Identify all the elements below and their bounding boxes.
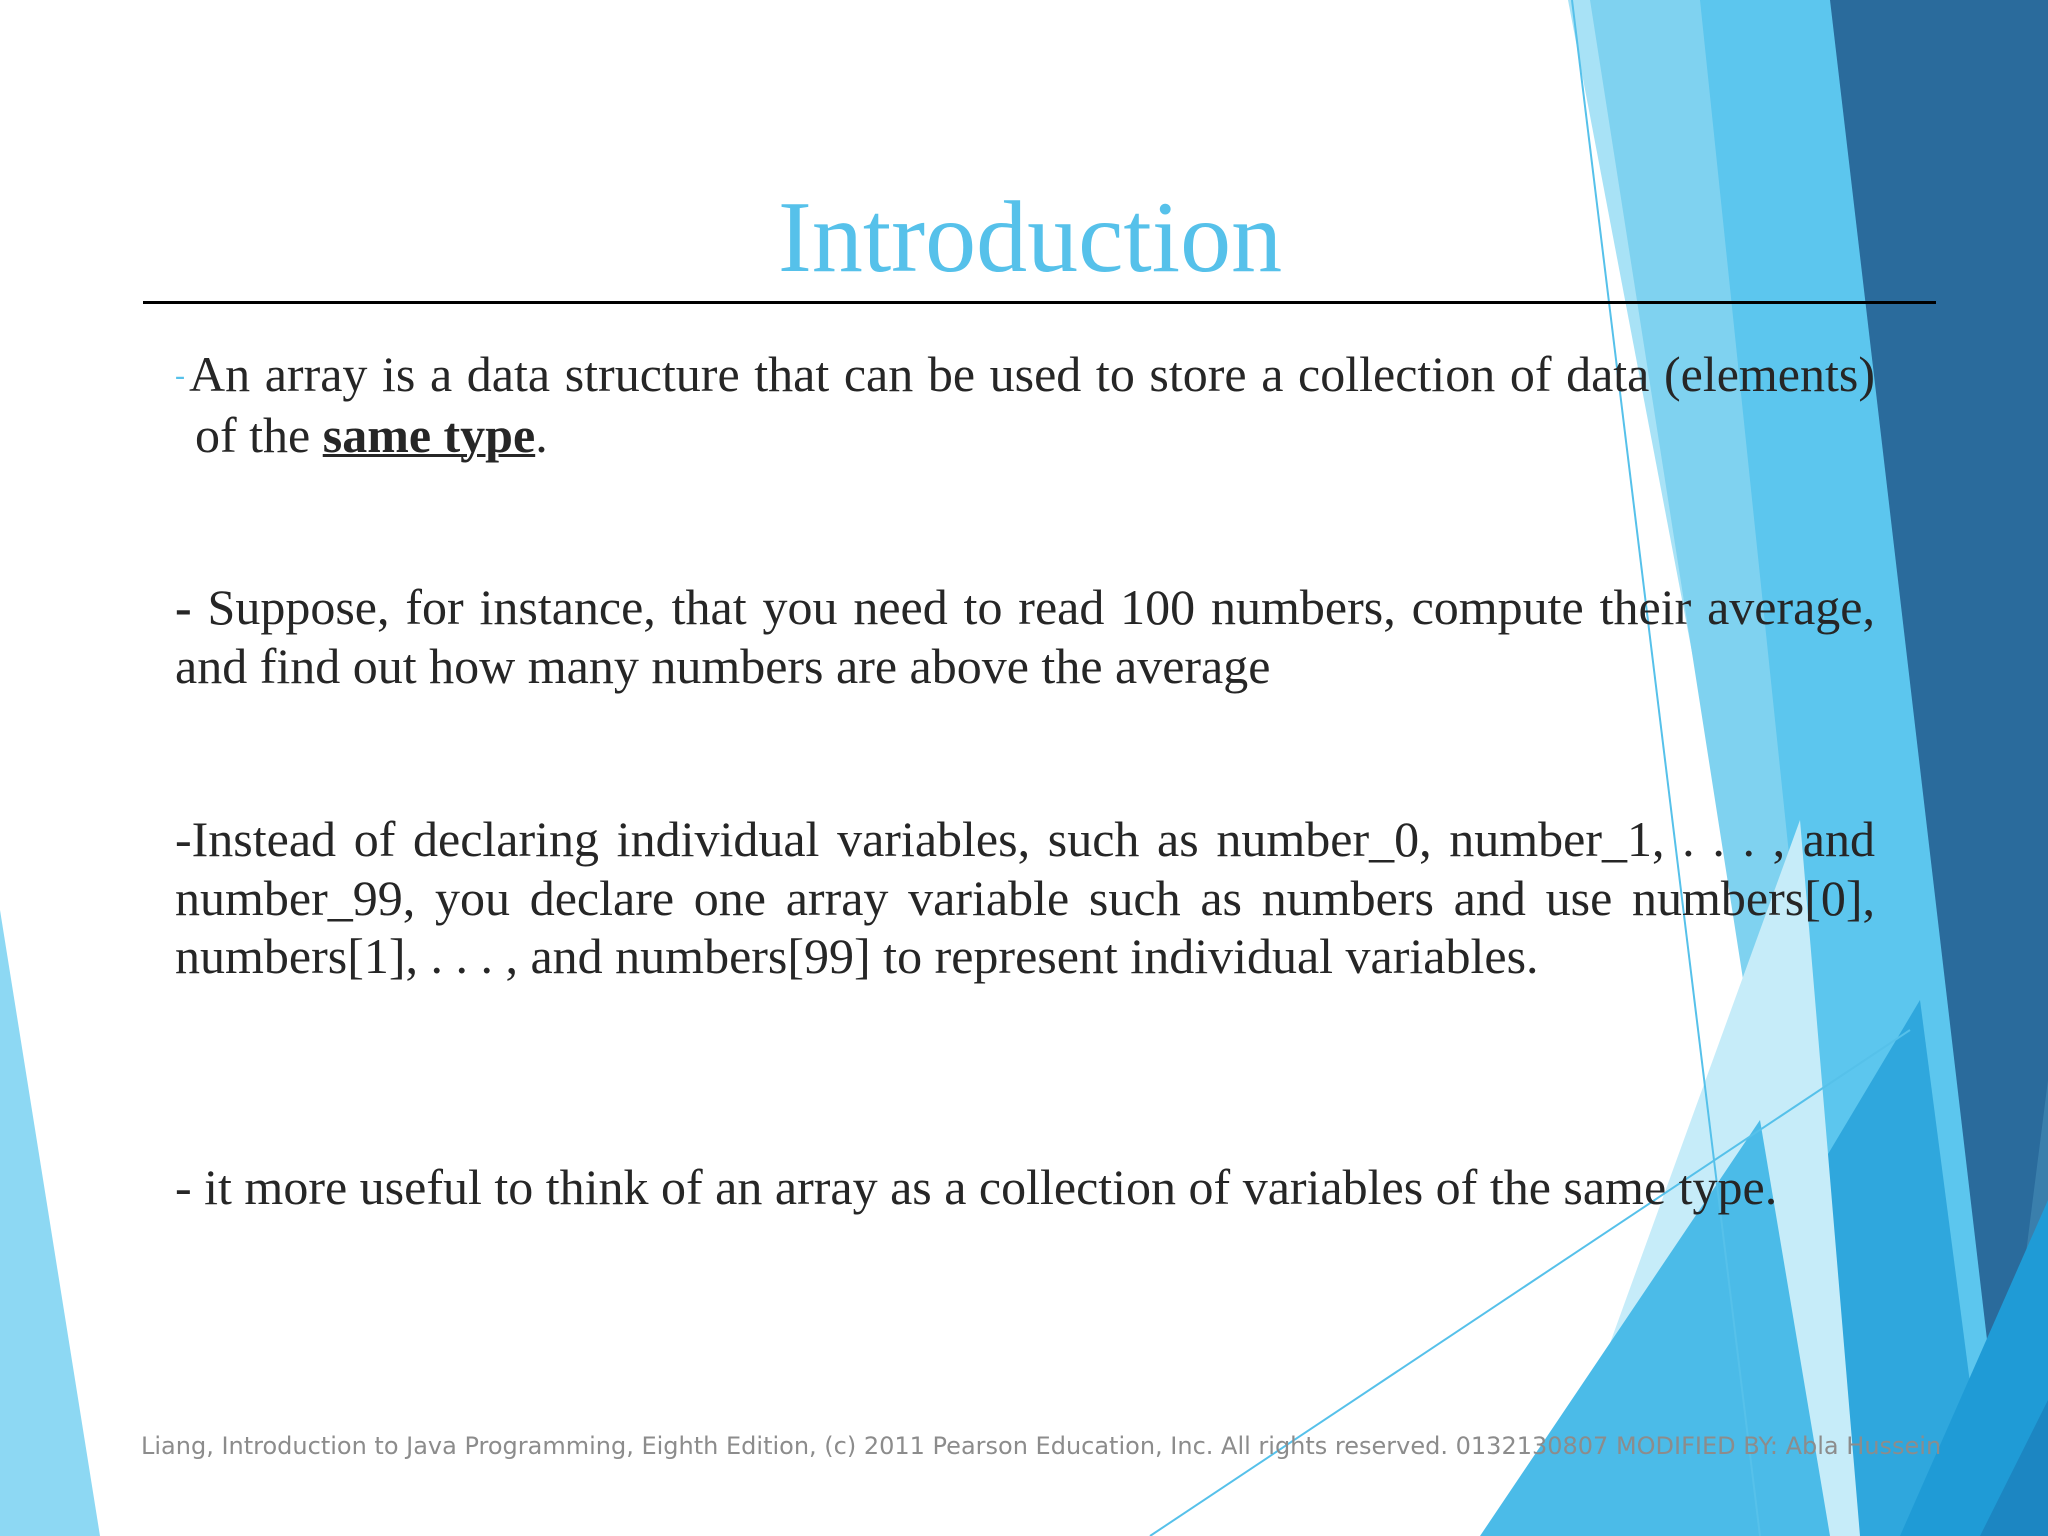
paragraph-array-definition [175,345,1875,464]
paragraph-text: An array is a data structure that can be used to store a collection of data (elements) of the [189,346,1875,463]
footer-citation: Liang, Introduction to Java Programming, Eighth Edition, (c) 2011 Pearson Education, Inc. All rights reserved. 0132130807 MODIFIED BY: Abla Hussein [141,1432,1942,1460]
bullet-dash: - [175,359,185,392]
left-sliver-shape [0,910,100,1536]
paragraph-collection-of-variables: - it more useful to think of an array as a collection of variables of the same type. [175,1159,1778,1215]
emphasis-same-type: same type [322,406,536,463]
paragraph-instead: -Instead of declaring individual variables, such as number_0, number_1, . . . , and number_99, you declare one array variable such as numbers and use numbers[0], numbers[1], . . . , and numbers[99] to represent individual variables. [175,811,1875,984]
title-underline [143,301,1936,304]
slide-title: Introduction [777,181,1283,294]
paragraph-text-end: . [535,406,548,463]
bullet-dash: - [175,579,192,635]
paragraph-text: Suppose, for instance, that you need to read 100 numbers, compute their average, and find out how many numbers are above the average [175,579,1875,694]
paragraph-suppose [175,578,1875,695]
